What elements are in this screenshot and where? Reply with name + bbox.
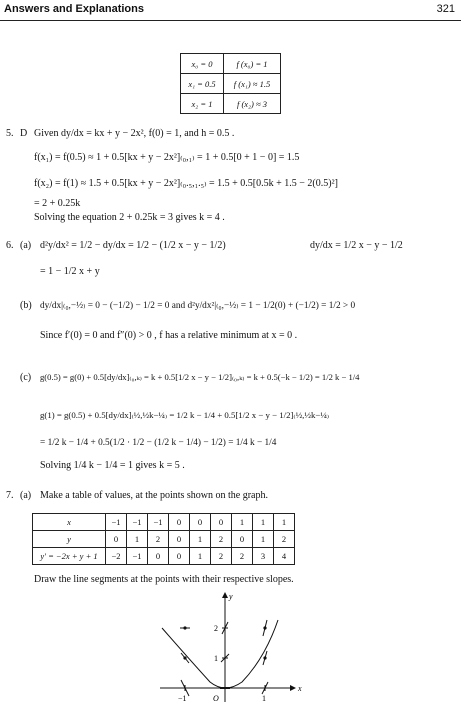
q6a-line2: = 1 − 1/2 x + y (40, 266, 100, 277)
table-cell: 0 (232, 531, 253, 548)
table-cell: f (x₁) ≈ 1.5 (224, 74, 281, 94)
table-cell: 0 (148, 548, 169, 565)
grid-point (263, 626, 266, 629)
table-cell: 2 (211, 548, 232, 565)
row-header-x: x (33, 514, 106, 531)
table-cell: f (x₀) = 1 (224, 54, 281, 74)
table-cell: −1 (106, 514, 127, 531)
table-cell: 2 (274, 531, 295, 548)
table-cell: x₀ = 0 (181, 54, 224, 74)
table-cell: −1 (148, 514, 169, 531)
table-cell: 0 (169, 548, 190, 565)
origin-label: O (213, 694, 219, 703)
q6a-line1: d²y/dx² = 1/2 − dy/dx = 1/2 − (1/2 x − y − 1/2) (40, 240, 226, 251)
q5-number-text: 5. (6, 128, 14, 139)
q6-number: 6. (6, 240, 14, 251)
table-cell: 1 (253, 514, 274, 531)
table-cell: 0 (106, 531, 127, 548)
grid-point (183, 656, 186, 659)
table-cell: 2 (232, 548, 253, 565)
table-row (181, 54, 281, 74)
q7a-label: (a) (20, 490, 32, 501)
q6c-line2: g(1) = g(0.5) + 0.5[dy/dx]₍½,½k−¼₎ = 1/2 k − 1/4 + 0.5[1/2 x − y − 1/2]₍½,½k−¼₎ (40, 410, 330, 420)
table-row (33, 548, 295, 565)
q6a-side: dy/dx = 1/2 x − y − 1/2 (310, 240, 403, 251)
x-tick-label: −1 (178, 694, 187, 703)
page-number: 321 (436, 3, 455, 15)
q6b-line1: dy/dx|₍₀,−½₎ = 0 − (−1/2) − 1/2 = 0 and d²y/dx²|₍₀,−½₎ = 1 − 1/2(0) + (−1/2) = 1/2 > 0 (40, 301, 356, 311)
slope-table (32, 513, 295, 565)
q5-line1: f(x₁) = f(0.5) ≈ 1 + 0.5[kx + y − 2x²]₍₀,₁₎ = 1 + 0.5[0 + 1 − 0] = 1.5 (34, 152, 300, 163)
table-row (33, 531, 295, 548)
x-axis-label: x (298, 684, 302, 693)
table-cell: 1 (253, 531, 274, 548)
row-header-y: y (33, 531, 106, 548)
x-tick-label: 1 (262, 694, 266, 703)
q5-number (6, 128, 14, 139)
y-axis-label: y (229, 592, 233, 601)
solution-curve (162, 620, 278, 688)
q5-line4: Solving the equation 2 + 0.25k = 3 gives k = 4 . (34, 212, 225, 223)
table-cell: f (x₂) ≈ 3 (224, 94, 281, 114)
q6c-line4: Solving 1/4 k − 1/4 = 1 gives k = 5 . (40, 460, 185, 471)
row-header-slope: y′ = −2x + y + 1 (33, 548, 106, 565)
q6b-line2: Since f′(0) = 0 and f″(0) > 0 , f has a relative minimum at x = 0 . (40, 330, 298, 341)
table-row (181, 94, 281, 114)
table-cell: 0 (190, 514, 211, 531)
q5-answer: D (20, 128, 28, 139)
table-cell: x₂ = 1 (181, 94, 224, 114)
q5-line2: f(x₂) = f(1) ≈ 1.5 + 0.5[kx + y − 2x²]₍₀.₅,₁.₅₎ = 1.5 + 0.5[0.5k + 1.5 − 2(0.5)²] (34, 178, 338, 189)
header-title: Answers and Explanations (4, 3, 144, 15)
q5-given: Given dy/dx = kx + y − 2x², f(0) = 1, and h = 0.5 . (34, 128, 235, 139)
q6c-line3: = 1/2 k − 1/4 + 0.5(1/2 · 1/2 − (1/2 k − 1/4) − 1/2) = 1/4 k − 1/4 (40, 438, 277, 448)
table-cell: 2 (148, 531, 169, 548)
q6c-line1: g(0.5) = g(0) + 0.5[dy/dx]₍₀,ₖ₎ = k + 0.5[1/2 x − y − 1/2]₍₀,ₖ₎ = k + 0.5(−k − 1/2) = 1/2 k − 1/4 (40, 372, 360, 382)
q6c-label: (c) (20, 372, 32, 383)
table-cell: 0 (169, 531, 190, 548)
table-row (181, 74, 281, 94)
table-cell: 1 (127, 531, 148, 548)
q5-line3: = 2 + 0.25k (34, 198, 81, 209)
table-cell: 3 (253, 548, 274, 565)
table-row (33, 514, 295, 531)
table-cell: 1 (190, 548, 211, 565)
table-cell: x₁ = 0.5 (181, 74, 224, 94)
page-header (0, 0, 461, 21)
y-axis-arrow-icon (222, 592, 228, 598)
x-axis-arrow-icon (290, 685, 296, 691)
y-tick-label: 2 (214, 624, 218, 633)
grid-point (263, 656, 266, 659)
table-cell: 1 (232, 514, 253, 531)
table-cell: 2 (211, 531, 232, 548)
table-cell: 0 (169, 514, 190, 531)
slope-field-graph (150, 590, 310, 706)
q7-number: 7. (6, 490, 14, 501)
grid-point (183, 626, 186, 629)
table-cell: −1 (127, 548, 148, 565)
table-cell: 4 (274, 548, 295, 565)
table-cell: −1 (127, 514, 148, 531)
table-cell: 1 (274, 514, 295, 531)
table-cell: −2 (106, 548, 127, 565)
q7-after: Draw the line segments at the points with their respective slopes. (34, 574, 294, 585)
q6a-label: (a) (20, 240, 32, 251)
q6b-label: (b) (20, 300, 32, 311)
q7-intro: Make a table of values, at the points shown on the graph. (40, 490, 268, 501)
table-cell: 1 (190, 531, 211, 548)
values-table (180, 53, 281, 114)
table-cell: 0 (211, 514, 232, 531)
y-tick-label: 1 (214, 654, 218, 663)
